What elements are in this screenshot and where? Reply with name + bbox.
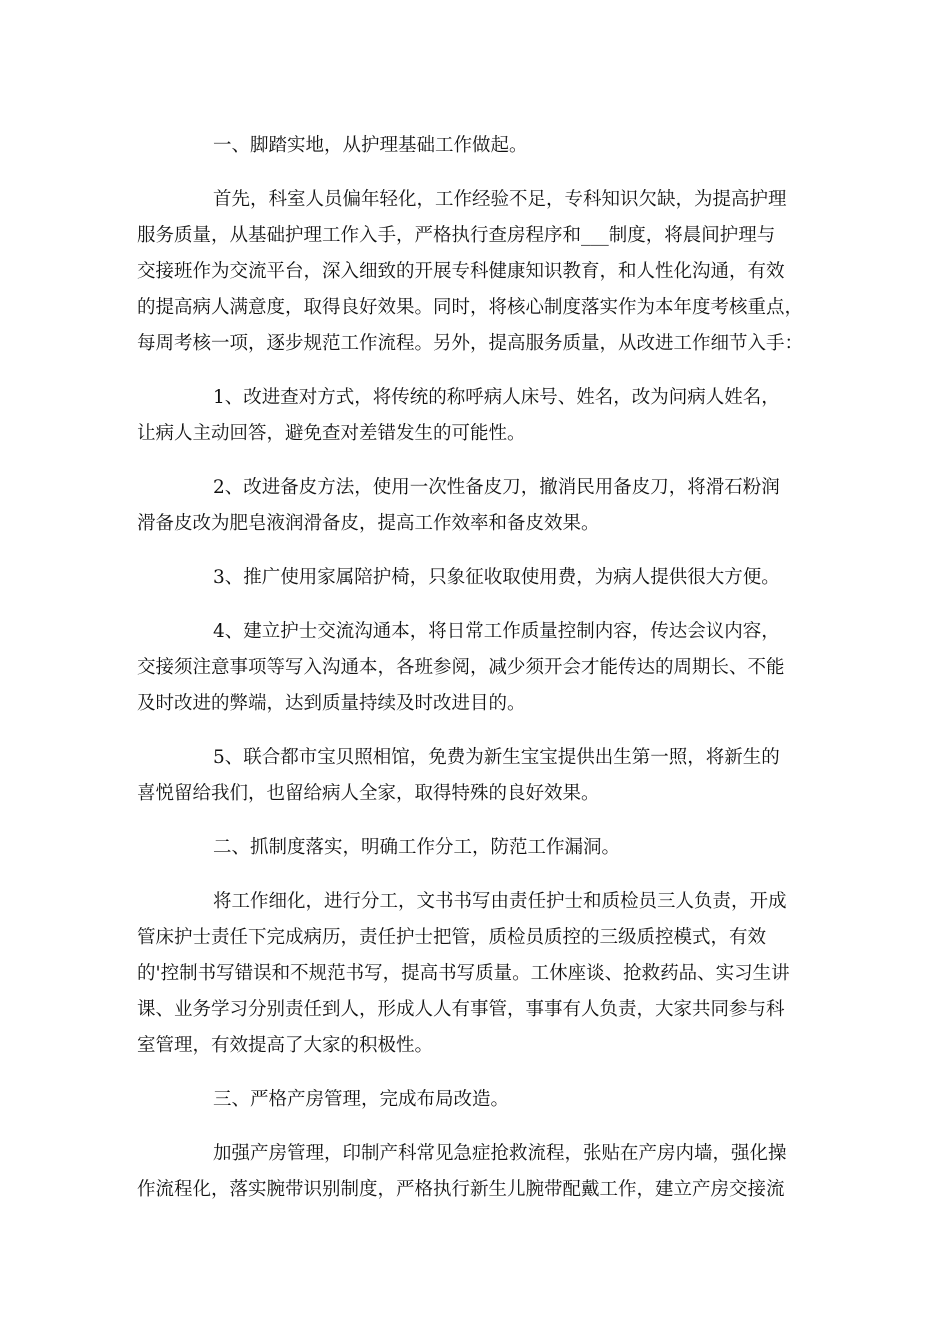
text-line: 二、抓制度落实，明确工作分工，防范工作漏洞。 xyxy=(213,837,621,858)
text-line: 交接须注意事项等写入沟通本，各班参阅，减少须开会才能传达的周期长、不能 xyxy=(137,657,785,678)
text-line: 的提高病人满意度，取得良好效果。同时，将核心制度落实作为本年度考核重点， xyxy=(137,297,804,318)
text-line: 交接班作为交流平台，深入细致的开展专科健康知识教育，和人性化沟通，有效 xyxy=(137,261,785,282)
paragraph-division xyxy=(137,884,827,1064)
list-item-1 xyxy=(137,380,827,452)
list-item-2 xyxy=(137,470,827,542)
text-line: 及时改进的弊端，达到质量持续及时改进目的。 xyxy=(137,693,526,714)
text-line: 一、脚踏实地，从护理基础工作做起。 xyxy=(213,135,528,156)
text-line: 1、改进查对方式，将传统的称呼病人床号、姓名，改为问病人姓名， xyxy=(213,387,780,408)
text-line: 首先，科室人员偏年轻化，工作经验不足，专科知识欠缺，为提高护理 xyxy=(213,189,787,210)
section-heading-3 xyxy=(137,1082,827,1118)
text-line: 每周考核一项，逐步规范工作流程。另外，提高服务质量，从改进工作细节入手： xyxy=(137,333,804,354)
text-line: 5、联合都市宝贝照相馆，免费为新生宝宝提供出生第一照，将新生的 xyxy=(213,747,780,768)
text-line: 加强产房管理，印制产科常见急症抢救流程，张贴在产房内墙，强化操 xyxy=(213,1143,787,1164)
text-line: 作流程化，落实腕带识别制度，严格执行新生儿腕带配戴工作，建立产房交接流 xyxy=(137,1179,785,1200)
section-heading-1 xyxy=(137,128,827,164)
list-item-4 xyxy=(137,614,827,722)
list-item-3 xyxy=(137,560,827,596)
text-line: 3、推广使用家属陪护椅，只象征收取使用费，为病人提供很大方便。 xyxy=(213,567,780,588)
text-line: 滑备皮改为肥皂液润滑备皮，提高工作效率和备皮效果。 xyxy=(137,513,600,534)
text-line: 三、严格产房管理，完成布局改造。 xyxy=(213,1089,510,1110)
text-line: 2、改进备皮方法，使用一次性备皮刀，撤消民用备皮刀，将滑石粉润 xyxy=(213,477,780,498)
text-line: 让病人主动回答，避免查对差错发生的可能性。 xyxy=(137,423,526,444)
text-line: 喜悦留给我们，也留给病人全家，取得特殊的良好效果。 xyxy=(137,783,600,804)
text-line: 服务质量，从基础护理工作入手，严格执行查房程序和___制度，将晨间护理与 xyxy=(137,225,776,246)
section-heading-2 xyxy=(137,830,827,866)
text-line: 将工作细化，进行分工，文书书写由责任护士和质检员三人负责，开成 xyxy=(213,891,787,912)
paragraph-delivery-room xyxy=(137,1136,827,1208)
text-line: 4、建立护士交流沟通本，将日常工作质量控制内容，传达会议内容， xyxy=(213,621,780,642)
text-line: 室管理，有效提高了大家的积极性。 xyxy=(137,1035,434,1056)
text-line: 的'控制书写错误和不规范书写，提高书写质量。工休座谈、抢救药品、实习生讲 xyxy=(137,963,790,984)
text-line: 管床护士责任下完成病历，责任护士把管，质检员质控的三级质控模式，有效 xyxy=(137,927,767,948)
paragraph-intro xyxy=(137,182,827,362)
list-item-5 xyxy=(137,740,827,812)
text-line: 课、业务学习分别责任到人，形成人人有事管，事事有人负责，大家共同参与科 xyxy=(137,999,785,1020)
document-body xyxy=(137,128,827,1226)
